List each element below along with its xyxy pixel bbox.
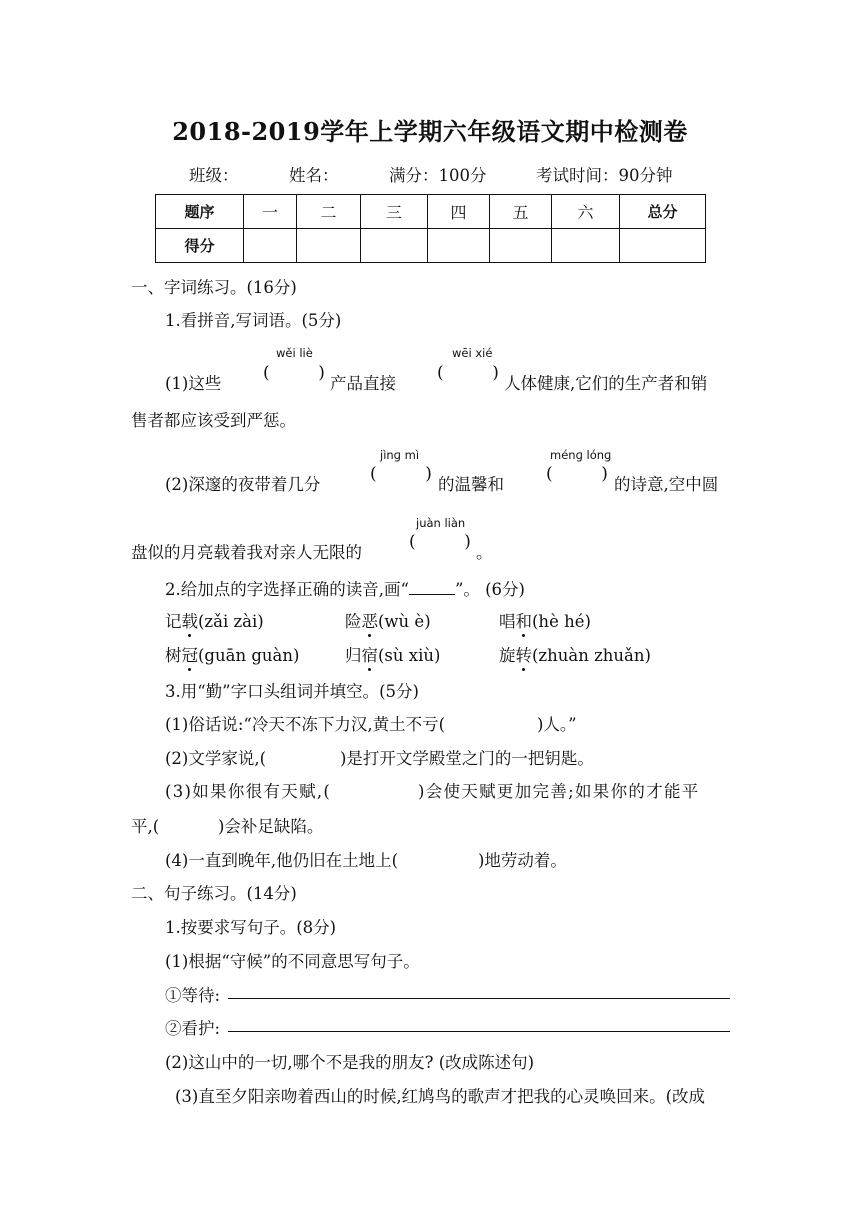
dotted-char: 宿 xyxy=(362,642,379,666)
pinyin-weilie: wěi liè xyxy=(276,346,313,360)
word-char: 树 xyxy=(165,646,182,665)
word-char: 归 xyxy=(345,646,362,665)
reading-options: (wù è) xyxy=(378,612,431,631)
q3-sentence3-a: (3)如果你很有天赋,( xyxy=(165,782,332,801)
score-table xyxy=(155,194,706,263)
section2-sub2: (2)这山中的一切,哪个不是我的朋友? (改成陈述句) xyxy=(165,1053,535,1072)
q2-heading xyxy=(165,576,525,600)
table-cell: 六 xyxy=(552,195,620,229)
answer-blank-7[interactable] xyxy=(285,745,340,767)
pinyin-menglong: ménɡ lónɡ xyxy=(550,448,612,462)
answer-blank-9[interactable] xyxy=(164,813,218,835)
dotted-char: 恶 xyxy=(362,608,379,632)
q2-heading-text-a: 2.给加点的字选择正确的读音,画“ xyxy=(165,580,409,599)
answer-blank-1[interactable]: ( ) xyxy=(263,363,325,383)
q1-item2-text-d: 盘似的月亮载着我对亲人无限的 xyxy=(131,543,362,562)
score-table-header-row xyxy=(156,195,706,229)
q3-heading: 3.用“勤”字口头组词并填空。(5分) xyxy=(165,682,419,701)
score-input-cell[interactable] xyxy=(297,229,361,263)
table-cell: 三 xyxy=(361,195,428,229)
q1-item1-text-a: (1)这些 xyxy=(165,374,222,393)
q1-item2-text-b: 的温馨和 xyxy=(438,475,504,494)
section2-heading: 二、句子练习。(14分) xyxy=(131,884,297,903)
score-input-cell[interactable] xyxy=(428,229,490,263)
q3-sentence2-b: )是打开文学殿堂之门的一把钥匙。 xyxy=(340,749,594,768)
table-cell: 题序 xyxy=(156,195,244,229)
word-char: 唱 xyxy=(499,612,516,631)
q2-heading-text-b: ”。 (6分) xyxy=(454,580,525,599)
reading-options: (zhuàn zhuǎn) xyxy=(532,646,651,665)
q1-item2-text-c: 的诗意,空中圆 xyxy=(614,475,719,494)
score-input-cell[interactable] xyxy=(361,229,428,263)
word-char: 旋 xyxy=(499,646,516,665)
answer-blank-6[interactable] xyxy=(478,711,536,733)
table-cell: 总分 xyxy=(620,195,706,229)
reading-options: (sù xiù) xyxy=(378,646,441,665)
q1-item1-text-b: 产品直接 xyxy=(330,374,396,393)
dotted-char: 转 xyxy=(516,642,533,666)
exam-time-label: 考试时间：90分钟 xyxy=(536,166,673,185)
pinyin-juanlian: juàn liàn xyxy=(416,516,466,530)
table-cell: 得分 xyxy=(156,229,244,263)
q3-sentence2-a: (2)文学家说,( xyxy=(165,749,267,768)
table-cell: 二 xyxy=(297,195,361,229)
q3-sentence4-b: )地劳动着。 xyxy=(478,851,567,870)
wait-label: ①等待: xyxy=(165,986,221,1005)
score-input-cell[interactable] xyxy=(620,229,706,263)
score-input-cell[interactable] xyxy=(490,229,552,263)
guard-label: ②看护: xyxy=(165,1019,221,1038)
answer-blank-5[interactable]: ( ) xyxy=(409,532,471,552)
section1-heading: 一、字词练习。(16分) xyxy=(131,278,297,297)
score-table-score-row xyxy=(156,229,706,263)
reading-item-he[interactable] xyxy=(499,608,591,632)
section2-sub3: (3)直至夕阳亲吻着西山的时候,红鸠鸟的歌声才把我的心灵唤回来。(改成 xyxy=(175,1087,706,1106)
answer-line-guard[interactable] xyxy=(228,1031,730,1032)
reading-options: (zǎi zài) xyxy=(198,612,264,631)
word-char: 记 xyxy=(165,612,182,631)
answer-blank-2[interactable]: ( ) xyxy=(437,363,499,383)
score-input-cell[interactable] xyxy=(552,229,620,263)
q1-heading: 1.看拼音,写词语。(5分) xyxy=(165,311,342,330)
class-label: 班级： xyxy=(189,166,239,185)
table-cell: 一 xyxy=(244,195,297,229)
q3-sentence3-c: 平,( xyxy=(131,817,160,836)
section2-q1-heading: 1.按要求写句子。(8分) xyxy=(165,918,337,937)
dotted-char: 和 xyxy=(516,608,533,632)
q1-item2-text-a: (2)深邃的夜带着几分 xyxy=(165,475,321,494)
table-cell: 五 xyxy=(490,195,552,229)
reading-item-su[interactable] xyxy=(345,642,440,666)
answer-blank-8[interactable] xyxy=(352,778,416,800)
q1-item1-text-d: 售者都应该受到严惩。 xyxy=(131,411,296,430)
answer-blank-3[interactable]: ( ) xyxy=(370,464,432,484)
table-cell: 四 xyxy=(428,195,490,229)
pinyin-weixie: wēi xié xyxy=(452,346,493,360)
q3-sentence3-d: )会补足缺陷。 xyxy=(218,817,324,836)
reading-item-zai[interactable] xyxy=(165,608,264,632)
answer-blank-10[interactable] xyxy=(420,847,478,869)
q1-item2-text-e: 。 xyxy=(476,543,493,562)
exam-title: 2018-2019学年上学期六年级语文期中检测卷 xyxy=(172,117,688,146)
reading-options: (hè hé) xyxy=(532,612,591,631)
score-input-cell[interactable] xyxy=(244,229,297,263)
dotted-char: 冠 xyxy=(182,642,199,666)
full-score-label: 满分：100分 xyxy=(389,166,487,185)
reading-item-zhuan[interactable] xyxy=(499,642,651,666)
section2-sub1: (1)根据“守候”的不同意思写句子。 xyxy=(165,952,420,971)
q3-sentence1-b: )人。” xyxy=(537,715,577,734)
q3-sentence1-a: (1)俗话说:“冷天不冻下力汉,黄土不亏( xyxy=(165,715,446,734)
reading-options: (guān guàn) xyxy=(198,646,300,665)
pinyin-jingmi: jìnɡ mì xyxy=(380,448,420,462)
underline-sample xyxy=(409,582,455,595)
word-char: 险 xyxy=(345,612,362,631)
q3-sentence4-a: (4)一直到晚年,他仍旧在土地上( xyxy=(165,851,399,870)
reading-item-e[interactable] xyxy=(345,608,431,632)
q1-item1-text-c: 人体健康,它们的生产者和销 xyxy=(504,374,708,393)
reading-item-guan[interactable] xyxy=(165,642,299,666)
q3-sentence3-b: )会使天赋更加完善;如果你的才能平 xyxy=(418,782,700,801)
name-label: 姓名： xyxy=(289,166,339,185)
dotted-char: 载 xyxy=(182,608,199,632)
answer-blank-4[interactable]: ( ) xyxy=(546,464,608,484)
answer-line-wait[interactable] xyxy=(228,998,730,999)
